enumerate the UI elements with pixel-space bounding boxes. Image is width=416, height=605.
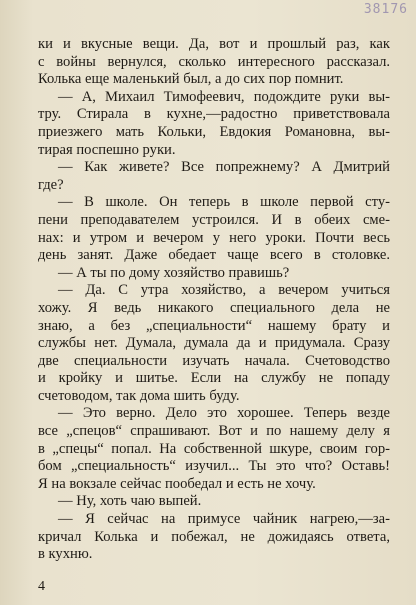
text-line: — Ну, хоть чаю выпей. <box>58 493 202 510</box>
text-line: тирая поспешно руки. <box>38 141 176 158</box>
text-line: две специальности изучать начала. Счетоводство <box>38 352 390 369</box>
text-line: приезжего мать Кольки, Евдокия Романовна, вы- <box>38 123 390 140</box>
text-line: где? <box>38 176 64 193</box>
text-line: пени преподавателем устроился. И в обеих сме- <box>38 211 390 228</box>
text-line: Я на вокзале сейчас пообедал и есть не хочу. <box>38 475 316 492</box>
text-line: — А ты по дому хозяйство правишь? <box>58 264 290 281</box>
text-line: кричал Колька и побежал, не дожидаясь ответа, <box>38 528 390 545</box>
text-line: — А, Михаил Тимофеевич, подождите руки вы- <box>58 88 390 105</box>
text-line: ки и вкусные вещи. Да, вот и прошлый раз, как <box>38 36 390 52</box>
text-line: в кухню. <box>38 546 93 563</box>
text-line: счетоводом, так дома шить буду. <box>38 387 240 404</box>
page-number: 4 <box>38 579 45 594</box>
text-line: знаю, а без „специальности“ нашему брату и <box>38 317 390 334</box>
text-line: Колька еще маленький был, а до сих пор помнит. <box>38 71 344 88</box>
text-line: тру. Стирала в кухне,—радостно приветствовала <box>38 106 390 123</box>
text-line: — Я сейчас на примусе чайник нагрею,—за- <box>58 511 390 528</box>
text-line: день занят. Даже обедает чаще всего в столовке. <box>38 247 390 264</box>
text-line: службы нет. Думала, думала да и придумала. Сразу <box>38 335 390 352</box>
text-line: — В школе. Он теперь в школе первой сту- <box>58 194 390 211</box>
text-line: бом „специальность“ изучил... Ты это что? Оставь! <box>38 458 390 475</box>
text-line: и кройку и шитье. Если на службу не попаду <box>38 370 390 387</box>
text-line: все „спецов“ спрашивают. Вот и по нашему делу я <box>38 423 390 440</box>
text-line: с войны вернулся, сколько интересного рассказал. <box>38 53 390 70</box>
text-line: нах: и утром и вечером у него уроки. Почти весь <box>38 229 390 246</box>
archive-stamp: 38176 <box>363 2 408 17</box>
text-line: — Это верно. Дело это хорошее. Теперь везде <box>58 405 390 422</box>
text-line: — Да. С утра хозяйство, а вечером учиться <box>58 282 390 299</box>
text-line: в „спецы“ попал. На собственной шкуре, своим гор- <box>38 440 390 457</box>
text-line: хожу. Я ведь никакого специального дела не <box>38 299 390 316</box>
text-line: — Как живете? Все попрежнему? А Дмитрий <box>58 159 390 176</box>
body-text <box>38 36 390 564</box>
